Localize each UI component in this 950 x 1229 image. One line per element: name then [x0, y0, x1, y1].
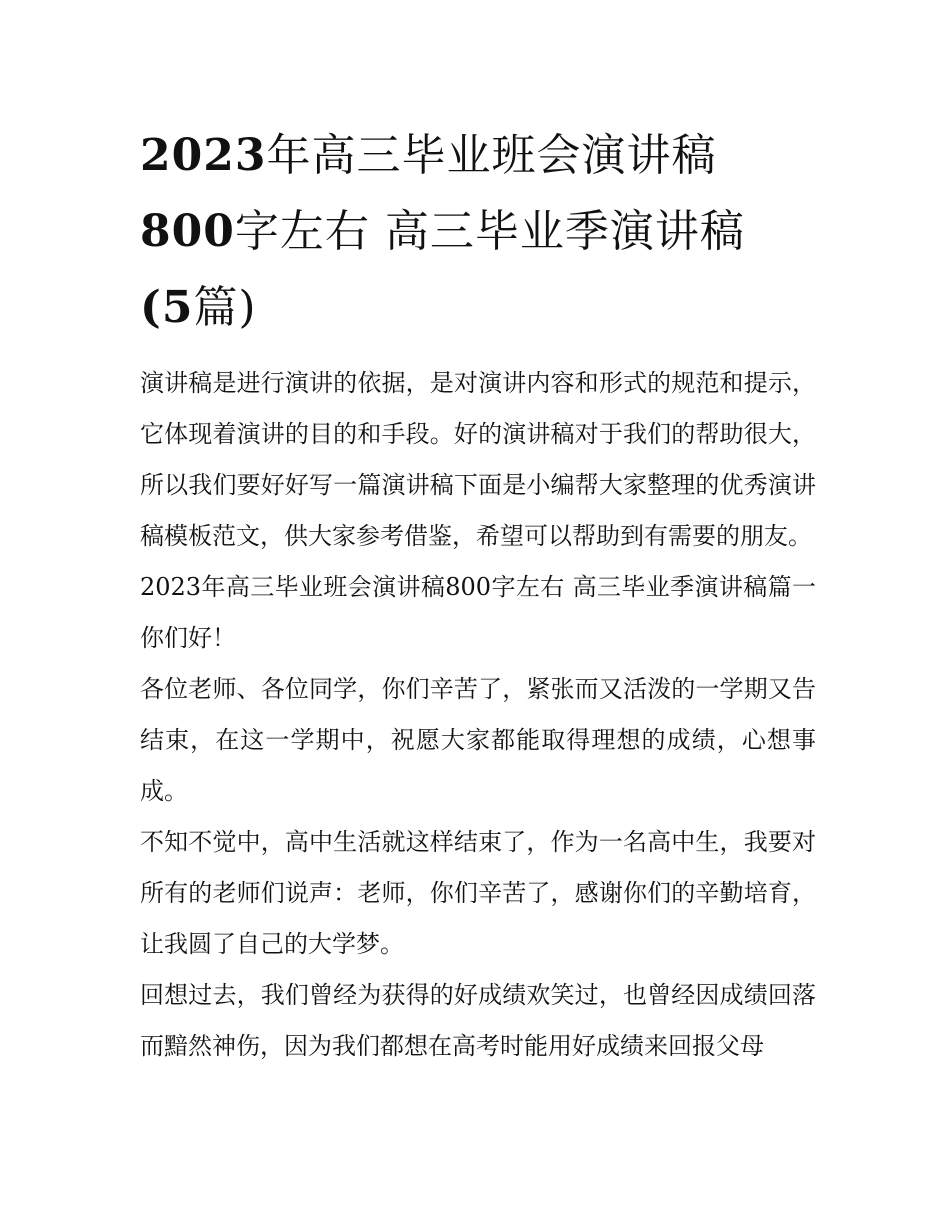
title-word-count: 800 — [140, 206, 235, 257]
title-text-3: 篇) — [193, 282, 257, 333]
paragraph-intro: 演讲稿是进行演讲的依据，是对演讲内容和形式的规范和提示，它体现着演讲的目的和手段。好的演讲稿对于我们的帮助很大，所以我们要好好写一篇演讲稿下面是小编帮大家整理的优秀演讲稿模板范文，供大家参考借鉴，希望可以帮助到有需要的朋友。 — [140, 369, 816, 550]
title-year: 2023 — [140, 130, 267, 181]
title-text-1: 年高三毕业班会演讲稿 — [266, 130, 717, 181]
document-body — [140, 358, 816, 1072]
title-line-1 — [140, 118, 816, 194]
title-text-2: 字左右 高三毕业季演讲稿 — [234, 206, 745, 257]
paragraph-heading: 2023年高三毕业班会演讲稿800字左右 高三毕业季演讲稿篇一 你们好！ — [140, 573, 816, 652]
document-page — [140, 118, 816, 1072]
paragraph-greeting: 各位老师、各位同学，你们辛苦了，紧张而又活泼的一学期又告结束，在这一学期中，祝愿大家都能取得理想的成绩，心想事成。 — [140, 675, 816, 805]
paragraph-recollection: 回想过去，我们曾经为获得的好成绩欢笑过，也曾经因成绩回落而黯然神伤，因为我们都想在高考时能用好成绩来回报父母 — [140, 981, 816, 1060]
title-line-2 — [140, 194, 816, 270]
title-line-3 — [140, 270, 816, 346]
document-title — [140, 118, 816, 346]
paragraph-thanks: 不知不觉中，高中生活就这样结束了，作为一名高中生，我要对所有的老师们说声：老师，你们辛苦了，感谢你们的辛勤培育，让我圆了自己的大学梦。 — [140, 828, 816, 958]
title-count: (5 — [140, 282, 194, 333]
